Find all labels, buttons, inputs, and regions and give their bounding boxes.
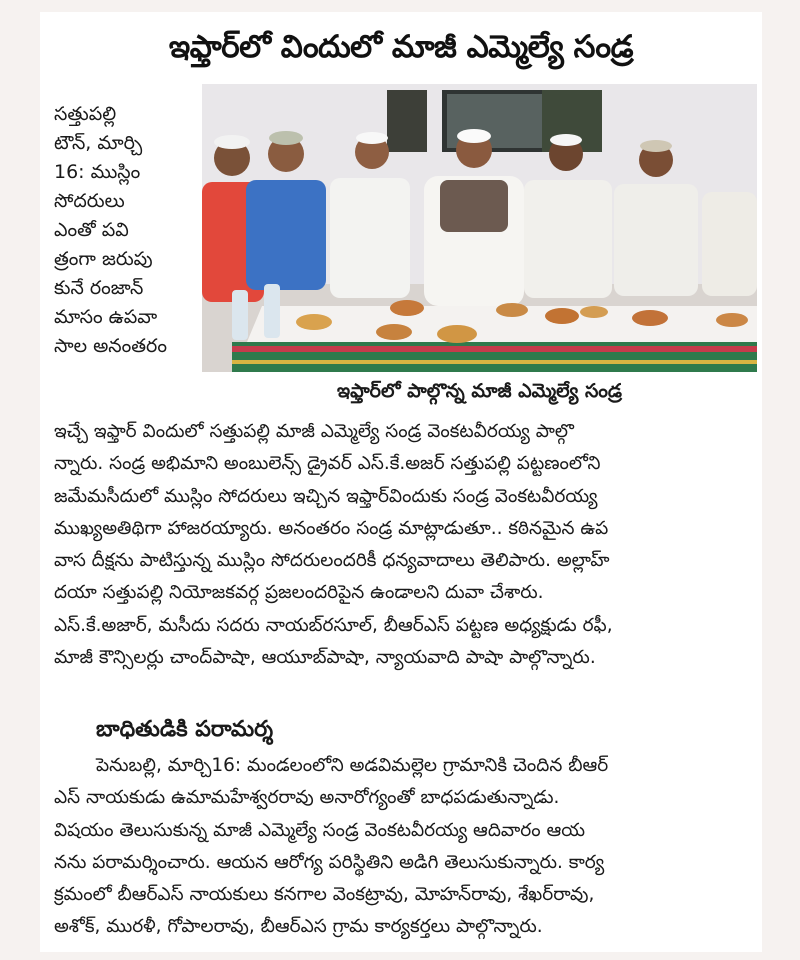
lead-line: ఎంతో పవి (54, 219, 129, 241)
article-line: నను పరామర్శించారు. ఆయన ఆరోగ్య పరిస్థితిని అడిగి తెలుసుకున్నారు. కార్య (54, 851, 605, 873)
lead-line: సత్తుపల్లి (54, 103, 117, 125)
article-line: పెనుబల్లి, మార్చి16: మండలంలోని అడవిమల్లెల గ్రామానికి చెందిన బీఆర్ (96, 755, 609, 776)
lead-line: 16: ముస్లిం (54, 161, 141, 183)
lead-line: మాసం ఉపవా (54, 306, 158, 328)
lead-line: సాల అనంతరం (54, 335, 167, 357)
article-line: క్రమంలో బీఆర్ఎస్ నాయకులు కనగాల వెంకట్రావు, మోహన్‌రావు, శేఖర్‌రావు, (54, 884, 595, 906)
article-line: వాస దీక్షను పాటిస్తున్న ముస్లిం సోదరులందరికీ ధన్యవాదాలు తెలిపారు. అల్లాహ్ (54, 550, 610, 572)
article-line: దయా సత్తుపల్లి నియోజకవర్గ ప్రజలందరిపైన ఉండాలని దువా చేశారు. (54, 582, 544, 604)
lead-line: టౌన్, మార్చి (54, 132, 143, 154)
article-line: మాజీ కౌన్సిలర్లు చాంద్‌పాషా, ఆయూబ్‌పాషా, న్యాయవాది పాషా పాల్గొన్నారు. (54, 647, 596, 669)
article-line: ఎస్.కే.అజార్, మసీదు సదరు నాయబ్‌రసూల్, బీఆర్ఎస్ పట్టణ అధ్యక్షుడు రఫీ, (54, 614, 613, 636)
lead-line: కునే రంజాన్ (54, 277, 144, 299)
article-line: న్నారు. సండ్ర అభిమాని అంబులెన్స్ డ్రైవర్ ఎస్.కే.అజర్ సత్తుపల్లి పట్టణంలోని (54, 453, 601, 475)
lead-line: త్రంగా జరుపు (54, 248, 153, 270)
lead-paragraph-column (54, 100, 200, 361)
iftar-photo-illustration (202, 84, 757, 372)
article-line: ముఖ్యఅతిథిగా హాజరయ్యారు. అనంతరం సండ్ర మాట్లాడుతూ.. కఠినమైన ఉప (54, 517, 609, 539)
article-line: అశోక్, మురళీ, గోపాలరావు, బీఆర్ఎస గ్రామ కార్యకర్తలు పాల్గొన్నారు. (54, 916, 543, 938)
article-line: విషయం తెలుసుకున్న మాజీ ఎమ్మెల్యే సండ్ర వెంకటవీరయ్య ఆదివారం ఆయ (54, 819, 586, 841)
iftar-photo (202, 84, 757, 372)
second-article-heading: బాధితుడికి పరామర్శ (96, 717, 274, 742)
article-line: జమేమసీదులో ముస్లిం సోదరులు ఇచ్చిన ఇఫ్తార్‌విందుకు సండ్ర వెంకటవీరయ్య (54, 485, 598, 507)
newspaper-clipping (40, 12, 762, 952)
headline: ఇఫ్తార్‌లో విందులో మాజీ ఎమ్మెల్యే సండ్ర (168, 29, 634, 65)
photo-caption: ఇఫ్తార్‌లో పాల్గొన్న మాజీ ఎమ్మెల్యే సండ్ర (337, 380, 622, 402)
article-line: ఎస్ నాయకుడు ఉమామహేశ్వరరావు అనారోగ్యంతో బాధపడుతున్నాడు. (54, 787, 560, 809)
second-article-body (54, 750, 754, 944)
article-body (54, 416, 754, 674)
lead-line: సోదరులు (54, 190, 125, 212)
article-line: ఇచ్చే ఇఫ్తార్ విందులో సత్తుపల్లి మాజీ ఎమ్మెల్యే సండ్ర వెంకటవీరయ్య పాల్గొ (54, 421, 574, 442)
